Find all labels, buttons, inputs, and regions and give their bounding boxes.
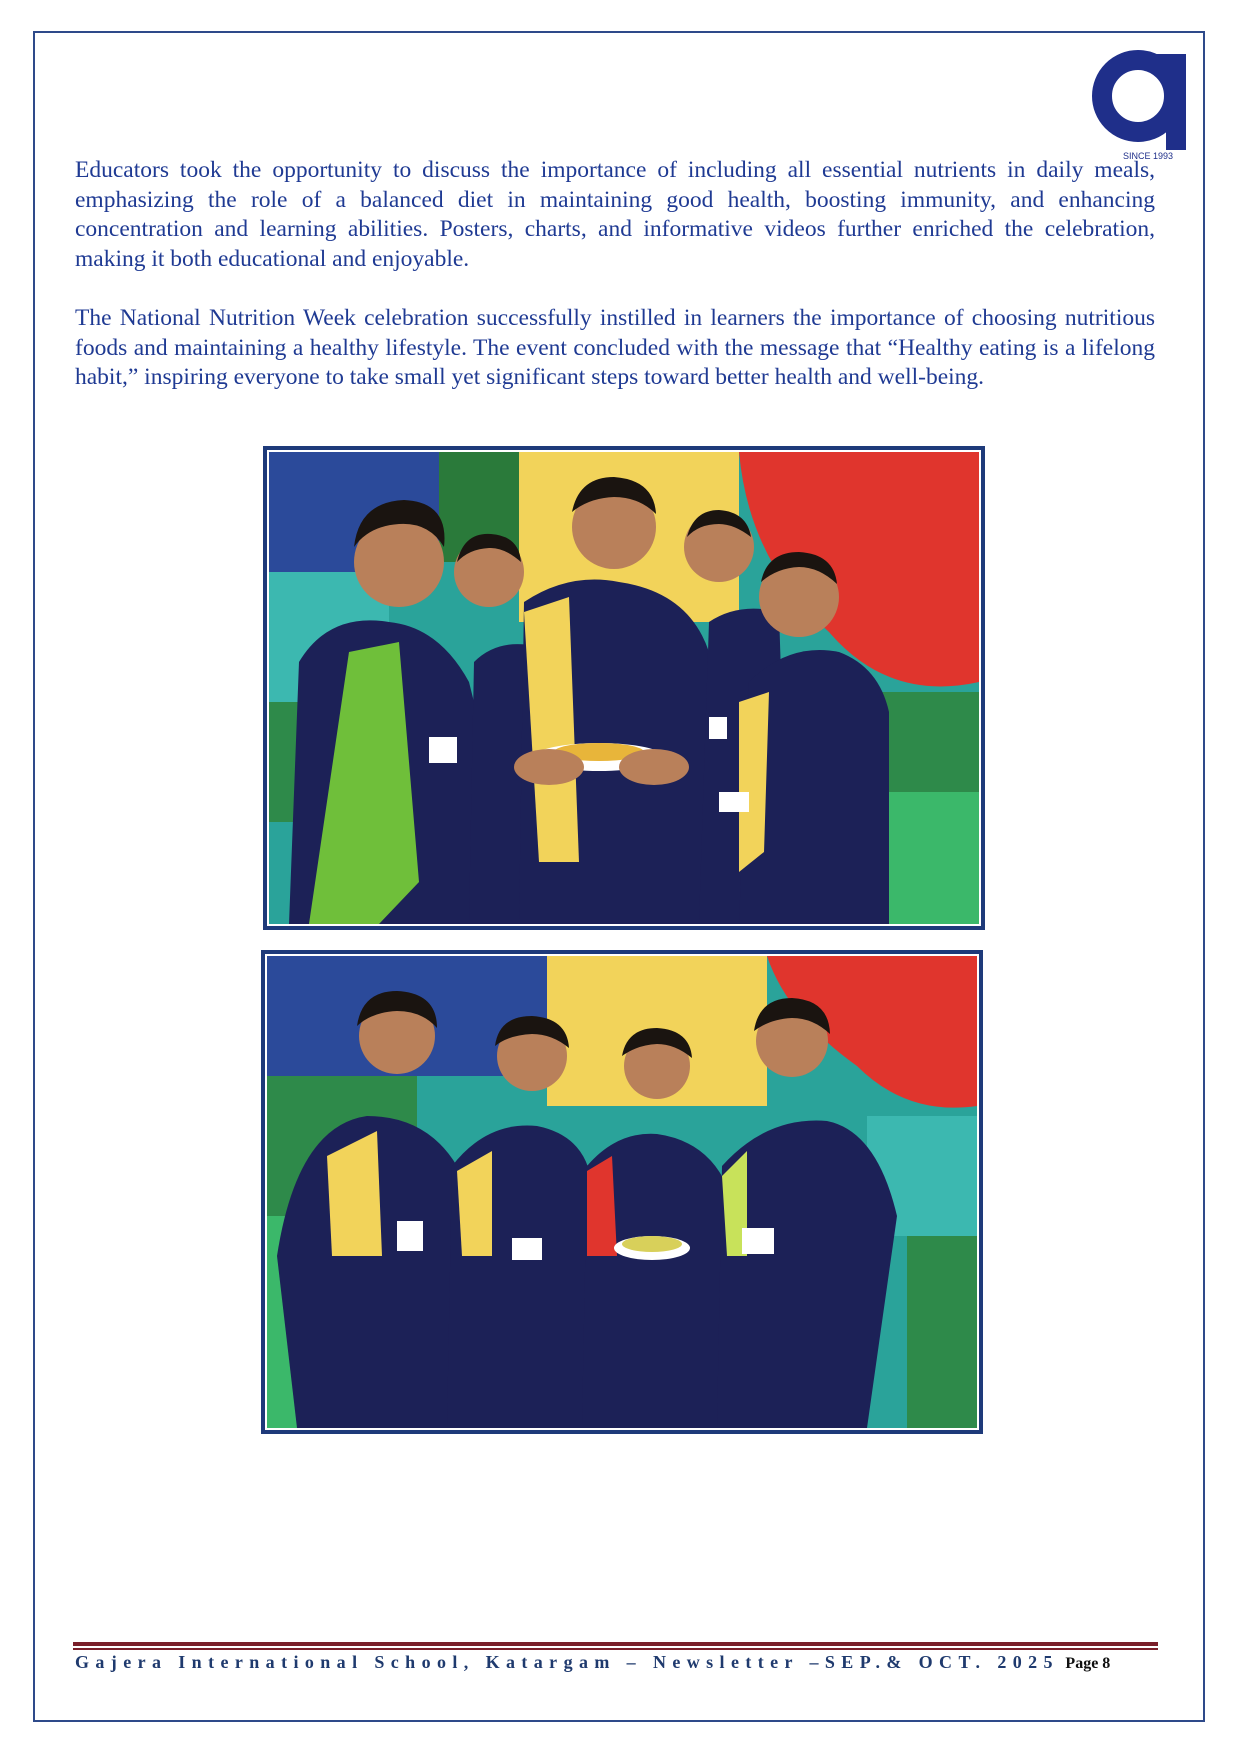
paragraph-1: Educators took the opportunity to discuss the importance of including all essential nutrients in daily meals, emphasizing the role of a balanced diet in maintaining good health, boosting immunity, and enhancing concentration and learning abilities. Posters, charts, and informative videos further enriched the celebration, making it both educational and enjoyable.	[75, 157, 1155, 272]
paragraph-2: The National Nutrition Week celebration successfully instilled in learners the importance of choosing nutritious foods and maintaining a healthy lifestyle. The event concluded with the message that “Healthy eating is a lifelong habit,” inspiring everyone to take small yet significant steps toward better health and well-being.	[75, 305, 1155, 390]
group-photo-boys	[263, 446, 985, 930]
logo-since-text: SINCE 1993	[1123, 151, 1174, 161]
page-footer	[75, 1652, 1165, 1678]
school-logo-icon	[1090, 46, 1200, 162]
footer-newsletter-text: Gajera International School, Katargam – Newsletter –SEP.& OCT. 2025	[75, 1652, 1059, 1672]
group-photo-girls	[261, 950, 983, 1434]
group-photo-girls-icon	[267, 956, 977, 1428]
article-body	[75, 156, 1155, 423]
footer-rule-thin	[73, 1648, 1158, 1650]
footer-rule	[73, 1642, 1158, 1646]
page-number: Page 8	[1065, 1655, 1111, 1672]
group-photo-boys-icon	[269, 452, 979, 924]
